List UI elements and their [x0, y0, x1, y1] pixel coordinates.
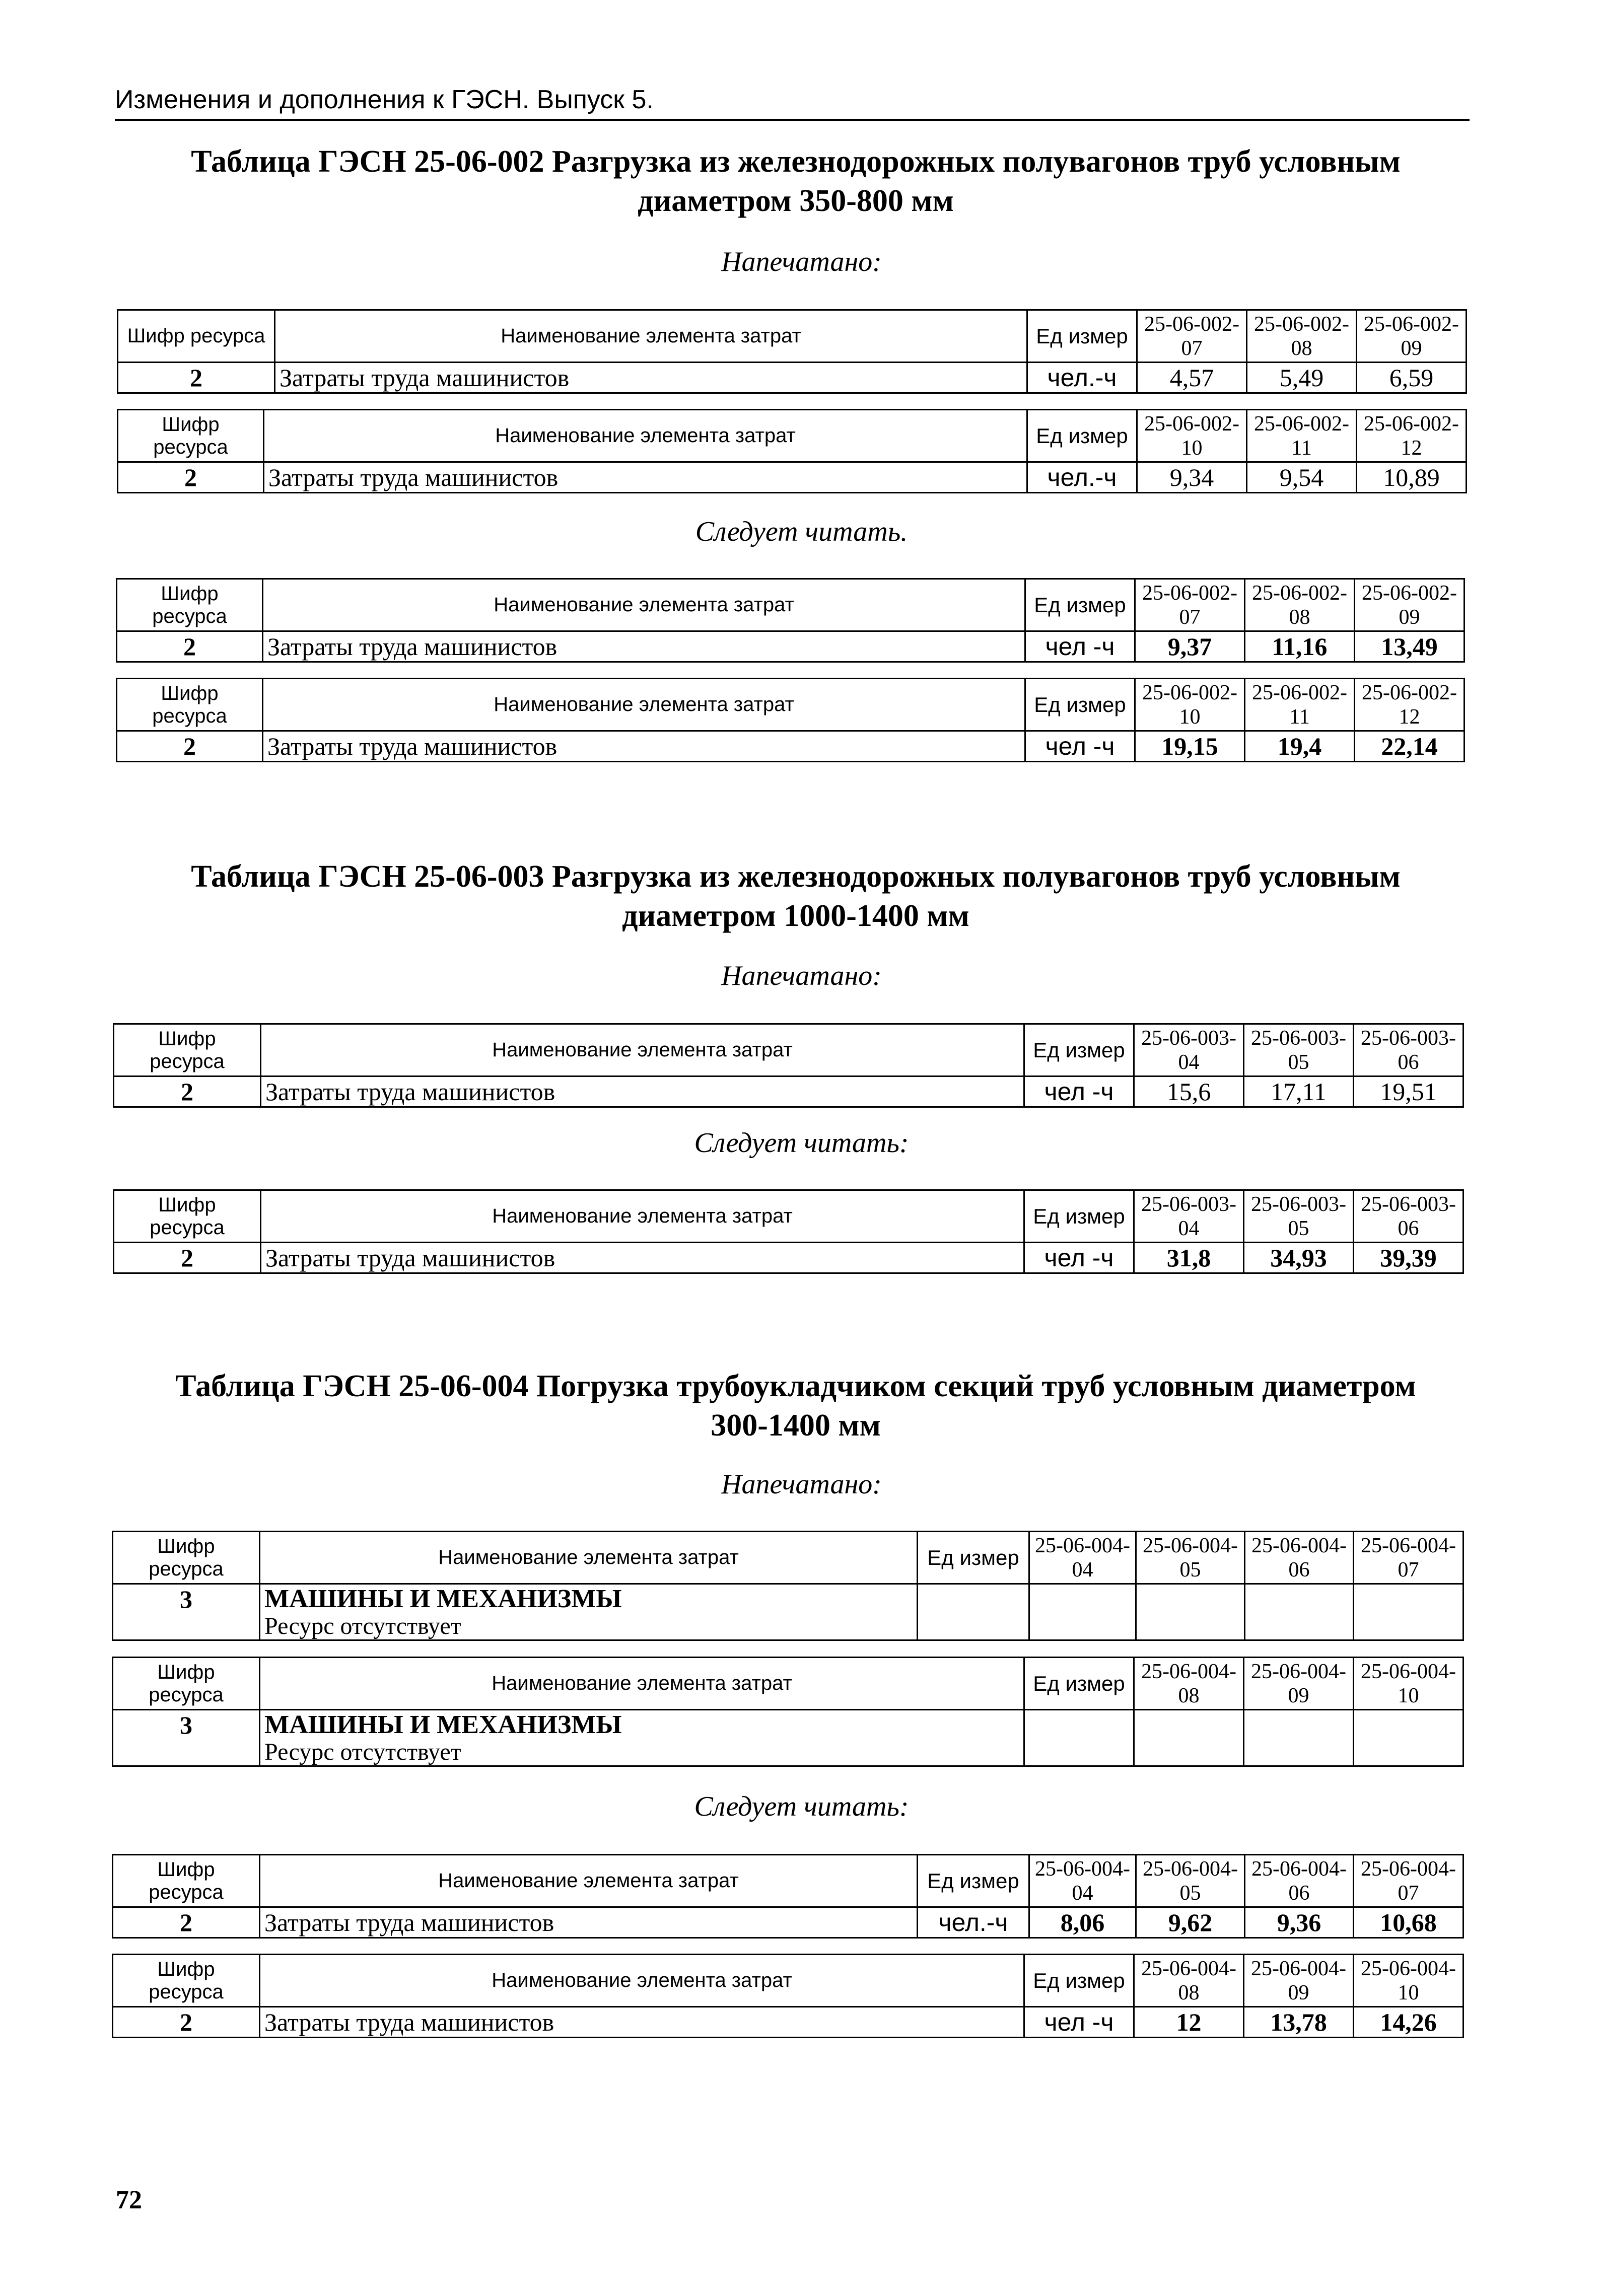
value-cell: 13,78 [1244, 2007, 1354, 2038]
resource-code: 2 [114, 1243, 261, 1273]
col-header-norm: 25-06-004-05 [1136, 1855, 1245, 1907]
col-header-norm: 25-06-004-07 [1354, 1855, 1463, 1907]
resource-code: 3 [113, 1584, 260, 1640]
col-header-name: Наименование элемента затрат [260, 1532, 918, 1584]
col-header-code: Шифр ресурса [113, 1658, 260, 1710]
cost-element-name: Затраты труда машинистов [260, 1907, 918, 1938]
empty-cell [1024, 1710, 1134, 1766]
empty-cell [1136, 1584, 1245, 1640]
col-header-norm: 25-06-004-09 [1244, 1955, 1354, 2007]
col-header-code: Шифр ресурса [118, 310, 275, 363]
norm-table [112, 1854, 1464, 1939]
cost-element-name: Затраты труда машинистов [275, 363, 1027, 393]
empty-cell [1029, 1584, 1136, 1640]
empty-cell [918, 1584, 1029, 1640]
col-header-unit: Ед измер [1024, 1658, 1134, 1710]
caption-printed: Напечатано: [721, 246, 882, 277]
col-header-norm: 25-06-002-10 [1135, 679, 1245, 731]
col-header-code: Шифр ресурса [117, 679, 263, 731]
col-header-norm: 25-06-002-12 [1357, 410, 1467, 462]
value-cell: 11,16 [1245, 631, 1355, 662]
value-cell: 6,59 [1357, 363, 1467, 393]
empty-cell [1134, 1710, 1244, 1766]
value-cell: 34,93 [1244, 1243, 1354, 1273]
value-cell: 9,34 [1137, 462, 1247, 493]
cost-element-name: Затраты труда машинистов [261, 1243, 1024, 1273]
col-header-unit: Ед измер [1027, 410, 1137, 462]
cost-element-name: Затраты труда машинистов [260, 2007, 1024, 2038]
group-title: МАШИНЫ И МЕХАНИЗМЫ [264, 1710, 622, 1739]
value-cell: 8,06 [1029, 1907, 1136, 1938]
col-header-norm: 25-06-003-05 [1244, 1024, 1354, 1077]
value-cell: 5,49 [1247, 363, 1357, 393]
value-cell: 17,11 [1244, 1077, 1354, 1107]
value-cell: 9,54 [1247, 462, 1357, 493]
norm-table [112, 1657, 1464, 1767]
col-header-name: Наименование элемента затрат [260, 1955, 1024, 2007]
col-header-norm: 25-06-003-06 [1354, 1024, 1463, 1077]
col-header-name: Наименование элемента затрат [264, 410, 1027, 462]
resource-code: 2 [117, 731, 263, 762]
empty-cell [1244, 1710, 1354, 1766]
col-header-name: Наименование элемента затрат [261, 1190, 1024, 1243]
col-header-norm: 25-06-004-06 [1245, 1855, 1354, 1907]
norm-table [116, 678, 1465, 762]
norm-table [117, 409, 1467, 493]
unit-cell: чел.-ч [918, 1907, 1029, 1938]
col-header-code: Шифр ресурса [113, 1855, 260, 1907]
col-header-code: Шифр ресурса [113, 1955, 260, 2007]
col-header-norm: 25-06-004-06 [1245, 1532, 1354, 1584]
cost-element-group [260, 1584, 918, 1640]
group-title: МАШИНЫ И МЕХАНИЗМЫ [264, 1584, 622, 1613]
unit-cell: чел -ч [1025, 631, 1135, 662]
col-header-norm: 25-06-002-08 [1245, 579, 1355, 631]
col-header-name: Наименование элемента затрат [263, 679, 1025, 731]
value-cell: 9,37 [1135, 631, 1245, 662]
value-cell: 12 [1134, 2007, 1244, 2038]
col-header-norm: 25-06-003-04 [1134, 1190, 1244, 1243]
col-header-name: Наименование элемента затрат [260, 1658, 1024, 1710]
col-header-unit: Ед измер [918, 1532, 1029, 1584]
resource-code: 2 [118, 363, 275, 393]
value-cell: 13,49 [1355, 631, 1465, 662]
value-cell: 19,51 [1354, 1077, 1463, 1107]
resource-code: 3 [113, 1710, 260, 1766]
col-header-code: Шифр ресурса [118, 410, 264, 462]
norm-table [113, 1189, 1464, 1274]
group-note: Ресурс отсутствует [264, 1612, 461, 1639]
col-header-norm: 25-06-004-10 [1354, 1658, 1463, 1710]
empty-cell [1245, 1584, 1354, 1640]
resource-code: 2 [118, 462, 264, 493]
col-header-code: Шифр ресурса [114, 1190, 261, 1243]
caption-read-as: Следует читать: [694, 1127, 909, 1159]
unit-cell: чел.-ч [1027, 363, 1137, 393]
col-header-norm: 25-06-002-09 [1357, 310, 1467, 363]
cost-element-name: Затраты труда машинистов [264, 462, 1027, 493]
col-header-unit: Ед измер [1025, 579, 1135, 631]
cost-element-name: Затраты труда машинистов [261, 1077, 1024, 1107]
value-cell: 4,57 [1137, 363, 1247, 393]
cost-element-name: Затраты труда машинистов [263, 631, 1025, 662]
col-header-unit: Ед измер [918, 1855, 1029, 1907]
norm-table [116, 578, 1465, 663]
unit-cell: чел.-ч [1027, 462, 1137, 493]
col-header-norm: 25-06-002-07 [1135, 579, 1245, 631]
unit-cell: чел -ч [1024, 1077, 1134, 1107]
unit-cell: чел -ч [1025, 731, 1135, 762]
col-header-norm: 25-06-004-09 [1244, 1658, 1354, 1710]
col-header-norm: 25-06-002-12 [1355, 679, 1465, 731]
value-cell: 9,62 [1136, 1907, 1245, 1938]
col-header-norm: 25-06-004-08 [1134, 1955, 1244, 2007]
norm-table [113, 1023, 1464, 1108]
resource-code: 2 [113, 1907, 260, 1938]
section-title: Таблица ГЭСН 25-06-004 Погрузка трубоукладчиком секций труб условным диаметром 300-1400 мм [175, 1369, 1416, 1443]
col-header-norm: 25-06-003-06 [1354, 1190, 1463, 1243]
norm-table [112, 1954, 1464, 2038]
running-head: Изменения и дополнения к ГЭСН. Выпуск 5. [115, 85, 1470, 121]
caption-printed: Напечатано: [721, 960, 882, 991]
value-cell: 10,89 [1357, 462, 1467, 493]
col-header-norm: 25-06-002-07 [1137, 310, 1247, 363]
col-header-name: Наименование элемента затрат [263, 579, 1025, 631]
value-cell: 15,6 [1134, 1077, 1244, 1107]
unit-cell: чел -ч [1024, 2007, 1134, 2038]
col-header-name: Наименование элемента затрат [260, 1855, 918, 1907]
group-note: Ресурс отсутствует [264, 1738, 461, 1765]
value-cell: 31,8 [1134, 1243, 1244, 1273]
col-header-norm: 25-06-004-07 [1354, 1532, 1463, 1584]
value-cell: 19,15 [1135, 731, 1245, 762]
col-header-norm: 25-06-004-10 [1354, 1955, 1463, 2007]
col-header-norm: 25-06-002-11 [1247, 410, 1357, 462]
value-cell: 19,4 [1245, 731, 1355, 762]
section-title: Таблица ГЭСН 25-06-003 Разгрузка из железнодорожных полувагонов труб условным диаметром 1000-1400 мм [191, 859, 1401, 933]
value-cell: 14,26 [1354, 2007, 1463, 2038]
resource-code: 2 [117, 631, 263, 662]
cost-element-name: Затраты труда машинистов [263, 731, 1025, 762]
col-header-name: Наименование элемента затрат [261, 1024, 1024, 1077]
norm-table [112, 1531, 1464, 1641]
col-header-norm: 25-06-002-10 [1137, 410, 1247, 462]
col-header-norm: 25-06-002-09 [1355, 579, 1465, 631]
section-title: Таблица ГЭСН 25-06-002 Разгрузка из железнодорожных полувагонов труб условным диаметром 350-800 мм [191, 145, 1401, 218]
caption-read-as: Следует читать. [695, 516, 908, 547]
caption-read-as: Следует читать: [694, 1791, 909, 1822]
col-header-norm: 25-06-003-04 [1134, 1024, 1244, 1077]
col-header-norm: 25-06-002-11 [1245, 679, 1355, 731]
value-cell: 22,14 [1355, 731, 1465, 762]
empty-cell [1354, 1584, 1463, 1640]
col-header-unit: Ед измер [1027, 310, 1137, 363]
resource-code: 2 [114, 1077, 261, 1107]
col-header-code: Шифр ресурса [117, 579, 263, 631]
col-header-code: Шифр ресурса [114, 1024, 261, 1077]
value-cell: 9,36 [1245, 1907, 1354, 1938]
empty-cell [1354, 1710, 1463, 1766]
value-cell: 10,68 [1354, 1907, 1463, 1938]
col-header-unit: Ед измер [1024, 1190, 1134, 1243]
col-header-code: Шифр ресурса [113, 1532, 260, 1584]
col-header-unit: Ед измер [1024, 1955, 1134, 2007]
unit-cell: чел -ч [1024, 1243, 1134, 1273]
col-header-unit: Ед измер [1024, 1024, 1134, 1077]
caption-printed: Напечатано: [721, 1469, 882, 1500]
col-header-name: Наименование элемента затрат [275, 310, 1027, 363]
col-header-norm: 25-06-004-08 [1134, 1658, 1244, 1710]
resource-code: 2 [113, 2007, 260, 2038]
col-header-norm: 25-06-004-04 [1029, 1855, 1136, 1907]
cost-element-group [260, 1710, 1024, 1766]
col-header-norm: 25-06-002-08 [1247, 310, 1357, 363]
col-header-norm: 25-06-004-04 [1029, 1532, 1136, 1584]
col-header-unit: Ед измер [1025, 679, 1135, 731]
norm-table [117, 309, 1467, 394]
col-header-norm: 25-06-003-05 [1244, 1190, 1354, 1243]
value-cell: 39,39 [1354, 1243, 1463, 1273]
page-number: 72 [116, 2186, 142, 2214]
col-header-norm: 25-06-004-05 [1136, 1532, 1245, 1584]
